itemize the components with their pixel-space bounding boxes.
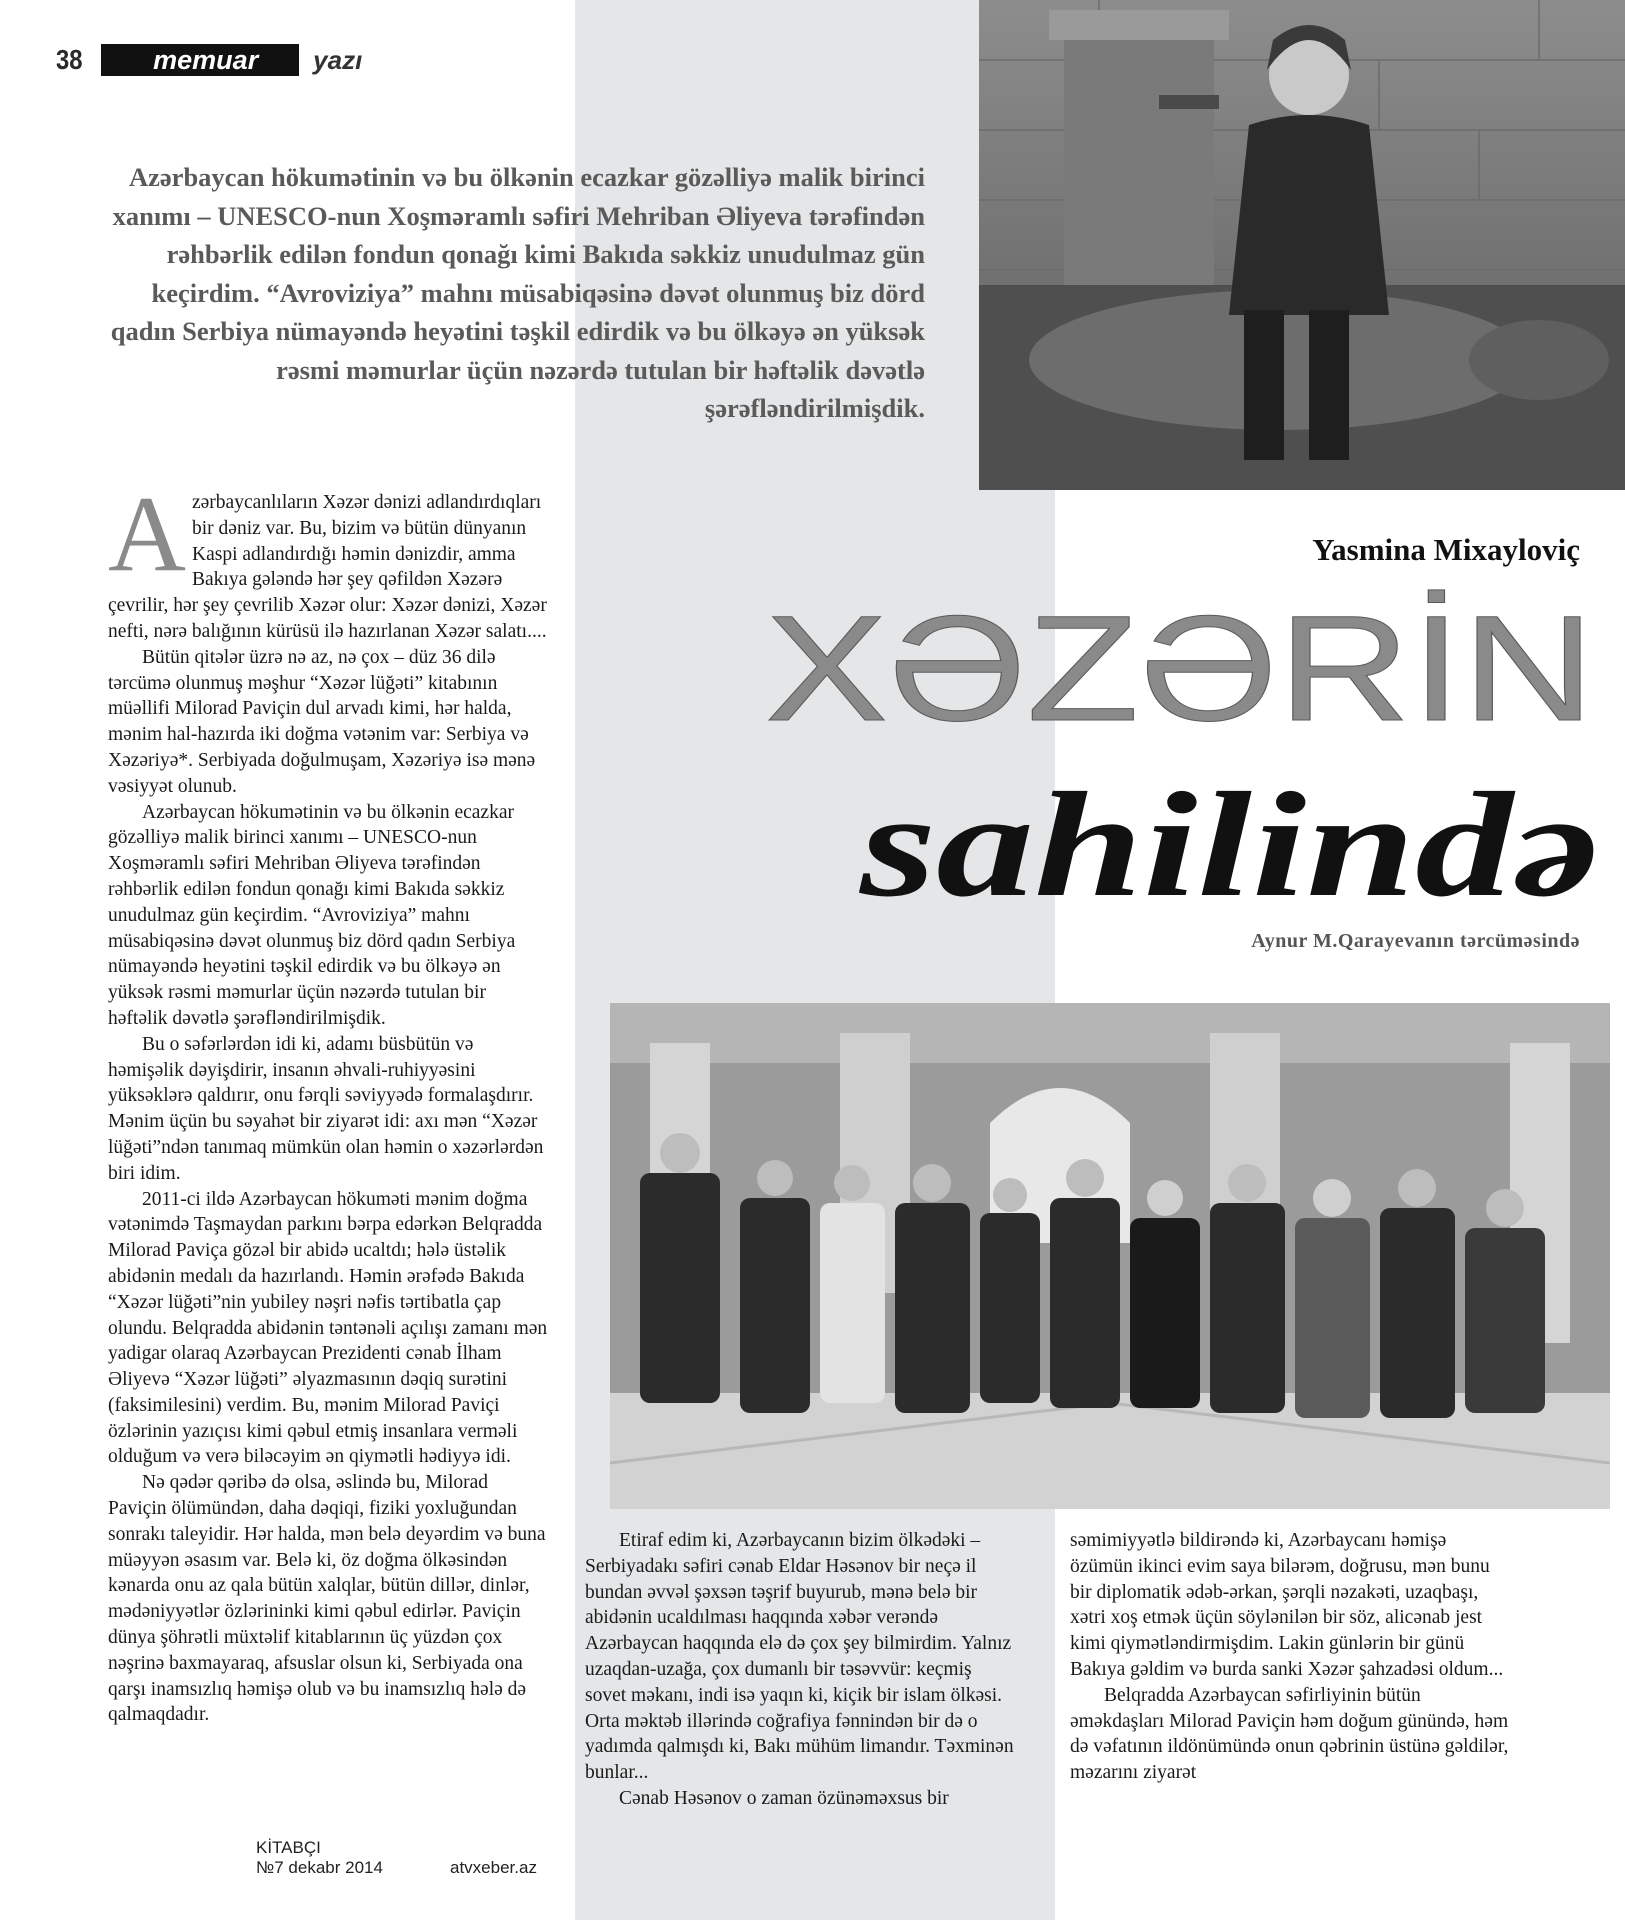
title-line-1 (760, 585, 1600, 735)
drop-cap: A (108, 475, 186, 594)
title-line-2-text: sahilində (858, 770, 1600, 928)
article-column-1 (108, 475, 550, 1728)
article-paragraph: Nə qədər qəribə də olsa, əslində bu, Milorad Paviçin ölümündən, daha dəqiqi, fiziki yoxluğundan sonrakı taleyidir. Hər halda, mən belə deyərdim və buna müəyyən əsasım var. Belə ki, öz doğma ölkəsindən kənarda onu az qala bütün xalqlar, bütün dillər, dinlər, mədəniyyətlər özlərininki kimi qəbul edirlər. Paviçin dünya şöhrətli müxtəlif kitablarının üç yüzdən çox nəşrinə baxmayaraq, afsuslar olsun ki, Serbiyada ona qarşı inamsızlıq həmişə olub və bu inamsızlıq hələ də qalmaqdadır. (108, 1472, 546, 1726)
footer-magazine (256, 1838, 383, 1878)
title-line-2 (845, 770, 1605, 930)
section-label: memuar (101, 44, 299, 76)
article-paragraph: 2011-ci ildə Azərbaycan hökuməti mənim doğma vətənimdə Taşmaydan parkını bərpa edərkən Belqradda Milorad Paviça gözəl bir abidə ucaltdı; hələ üstəlik abidənin medalı da hazırlandı. Həmin ərəfədə Bakıda “Xəzər lüğəti”nin yubiley nəşri nəfis tərtibatla çap olundu. Belqradda abidənin təntənəli açılışı zamanı mən yadigar olaraq Azərbaycan Prezidenti cənab İlham Əliyevə “Xəzər lüğəti” əlyazmasının dəqiq surətini (faksimilesini) verdim. Bu, mənim Milorad Paviçi özlərinin yazıçısı kimi qəbul etmiş insanlara verməli olduğum və verə biləcəyim ən qiymətli hədiyyə idi. (108, 1188, 548, 1468)
title-line-1-text: XƏZƏRİN (765, 585, 1595, 735)
article-paragraph: Bu o səfərlərdən idi ki, adamı büsbütün və həmişəlik dəyişdirir, insanın əhvali-ruhiyyəsini yüksəklərə qaldırır, onu fərqli səviyyədə formalaşdırır. Mənim üçün bu səyahət bir ziyarət idi: axı mən “Xəzər lüğəti”ndən tanımaq mümkün olan həmin o xəzərlərdən biri idim. (108, 1033, 544, 1184)
article-paragraph: səmimiyyətlə bildirəndə ki, Azərbaycanı həmişə özümün ikinci evim saya bilərəm, doğrusu, mən bunu bir diplomatik ədəb-ərkan, şərqli nəzakəti, uzaqbaşı, xətri xoş etmək üçün söylənilən bir söz, alicənab jest kimi qiymətləndirmişdim. Lakin günlərin bir günü Bakıya gəldim və burda sanki Xəzər şahzadəsi oldum... (1070, 1530, 1504, 1680)
article-paragraph: Etiraf edim ki, Azərbaycanın bizim ölkədəki – Serbiyadakı səfiri cənab Eldar Həsənov bir neçə il bundan əvvəl şəxsən təşrif buyurub, mənə belə bir abidənin ucaldılması haqqında xəbər verəndə Azərbaycan haqqında elə də çox şey bilmirdim. Yalnız uzaqdan-uzağa, çox dumanlı bir təsəvvür: keçmiş sovet məkanı, indi isə yaqın ki, kiçik bir islam ölkəsi. Orta məktəb illərində coğrafiya fənnindən bir də o yadımda qalmışdı ki, Bakı mühüm limandır. Təxminən bunlar... (585, 1530, 1014, 1784)
article-column-2 (585, 1528, 1017, 1812)
article-paragraph: Belqradda Azərbaycan səfirliyinin bütün əməkdaşları Milorad Paviçin həm doğum günündə, həm də vəfatının ildönümündə onun qəbrinin üstünə gəldilər, məzarını ziyarət (1070, 1684, 1509, 1784)
page-number: 38 (56, 44, 83, 75)
subsection-label: yazı (313, 44, 363, 75)
article-paragraph: Cənab Həsənov o zaman özünəməxsus bir (619, 1787, 949, 1809)
article-paragraph: Azərbaycanlıların Xəzər dənizi adlandırdıqları bir dəniz var. Bu, bizim və bütün dünyanın Kaspi adlandırdığı həmin dənizdir, amma Bakıya gələndə hər şey qəfildən Xəzərə çevrilir, hər şey çevrilib Xəzər olur: Xəzər dənizi, Xəzər nefti, nərə balığının kürüsü ilə hazırlanan Xəzər salatı.... (108, 475, 547, 642)
article-paragraph: Bütün qitələr üzrə nə az, nə çox – düz 36 dilə tərcümə olunmuş məşhur “Xəzər lüğəti” kitabının müəllifi Milorad Paviçin dul arvadı kimi, hər halda, mənim hal-hazırda iki doğma vətənim var: Serbiya və Xəzəriyə*. Serbiyada doğulmuşam, Xəzəriyə isə mənə vəsiyyət olunub. (108, 646, 536, 797)
footer-website: atvxeber.az (450, 1858, 537, 1877)
portrait-photo (979, 0, 1625, 490)
magazine-name: KİTABÇI (256, 1838, 321, 1857)
group-photo (610, 1003, 1610, 1509)
issue-info: №7 dekabr 2014 (256, 1858, 383, 1877)
article-paragraph: Azərbaycan hökumətinin və bu ölkənin ecazkar gözəlliyə malik birinci xanımı – UNESCO-nun Xoşməramlı səfiri Mehriban Əliyeva tərəfindən rəhbərlik edilən fondun qonağı kimi Bakıda səkkiz unudulmaz gün keçirdim. “Avroviziya” mahnı müsabiqəsinə dəvət olunmuş biz dörd qadın Serbiya nümayəndə heyətini təşkil edirdik və bu ölkəyə ən yüksək rəsmi məmurlar üçün nəzərdə tutulan bir həftəlik dəvətlə şərəfləndirilmişdik. (108, 801, 516, 1029)
translator-credit: Aynur M.Qarayevanın tərcüməsində (1251, 930, 1580, 952)
page-header (56, 44, 362, 76)
lead-paragraph: Azərbaycan hökumətinin və bu ölkənin ecazkar gözəlliyə malik birinci xanımı – UNESCO-nun Xoşməramlı səfiri Mehriban Əliyeva tərəfindən rəhbərlik edilən fondun qonağı kimi Bakıda səkkiz unudulmaz gün keçirdim. “Avroviziya” mahnı müsabiqəsinə dəvət olunmuş biz dörd qadın Serbiya nümayəndə heyətini təşkil edirdik və bu ölkəyə ən yüksək rəsmi məmurlar üçün nəzərdə tutulan bir həftəlik dəvətlə şərəfləndirilmişdik. (110, 162, 925, 423)
author-name: Yasmina Mixayloviç (1312, 532, 1580, 567)
article-column-3 (1070, 1528, 1510, 1786)
